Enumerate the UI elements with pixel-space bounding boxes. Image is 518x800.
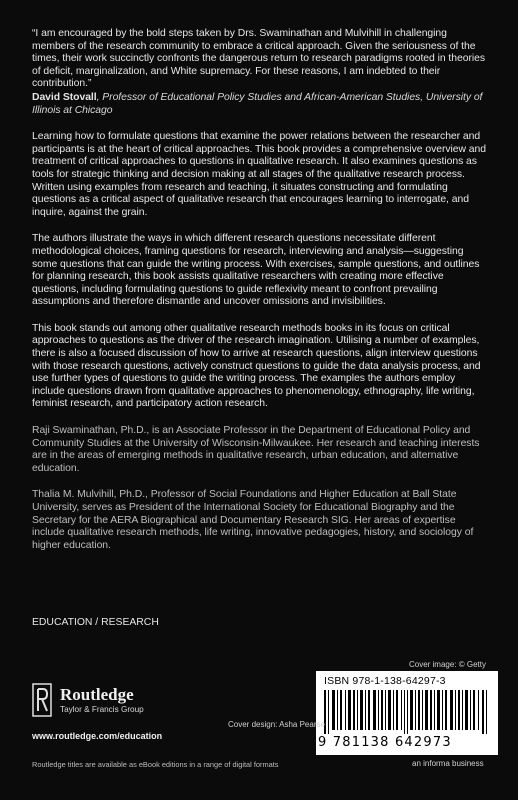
barcode-icon: [324, 690, 490, 734]
endorsement-quote: “I am encouraged by the bold steps taken by Drs. Swaminathan and Mulvihill in challenging members of the research community to embrace a critical approach. Given the seriousness of the times, their work succinctly confronts the dangerous return to research paradigms rooted in theories of deficit, marginalization, and White supremacy. For these reasons, I am indebted to their contribution.”: [32, 28, 485, 90]
isbn-label: ISBN 978-1-138-64297-3: [324, 675, 446, 687]
cover-image-credit: Cover image: © Getty: [408, 660, 486, 669]
barcode-panel: [316, 671, 498, 755]
publisher-group: Taylor & Francis Group: [60, 705, 144, 714]
informa-tagline: an informa business: [412, 759, 484, 768]
author-bio-2: Thalia M. Mulvihill, Ph.D., Professor of Social Foundations and Higher Education at Ball State University, serves as President of the International Society for Educational Biography and the Secretary for the AERA Biographical and Documentary Research SIG. Her areas of expertise include qualitative research methods, life writing, innovative pedagogies, history, and sociology of higher education.: [32, 489, 474, 551]
publisher-name: Routledge: [60, 685, 134, 704]
author-bio-1: Raji Swaminathan, Ph.D., is an Associate Professor in the Department of Educational Policy and Community Studies at the University of Wisconsin-Milwaukee. Her research and teaching interests are in the areas of emerging methods in qualitative research, urban education, and alternative education.: [32, 425, 480, 474]
barcode-digits: 9 781138 642973: [318, 735, 452, 750]
description-paragraph-2: The authors illustrate the ways in which different research questions necessitate different methodological choices, framing questions for research, interviewing and analysis—suggesting some questions that can guide the writing process. With exercises, sample questions, and outlines for planning research, this book assists qualitative researchers with creating more effective questions, including formulating questions to guide reflexivity meant to confront prevailing assumptions and therefore dismantle and uncover omissions and invisibilities.: [32, 233, 480, 308]
publisher-url[interactable]: www.routledge.com/education: [32, 731, 163, 741]
back-cover-text: [32, 28, 488, 552]
publisher-logo: [32, 683, 172, 723]
description-paragraph-3: This book stands out among other qualitative research methods books in its focus on critical approaches to questions as the driver of the research imagination. Utilising a number of examples, there is also a focused discussion of how to arrive at research questions, align interview questions with those research questions, actively construct questions to guide the data analysis process, and use further types of questions to guide the writing process. The examples the authors employ include questions drawn from qualitative approaches to phenomenology, ethnography, life writing, feminist research, and participatory action research.: [32, 322, 481, 410]
cover-design-credit: Cover design: Asha Pearse: [228, 720, 325, 729]
ebook-note: Routledge titles are available as eBook editions in a range of digital formats: [32, 760, 279, 769]
endorser: [32, 92, 488, 117]
endorser-name: David Stovall: [32, 91, 97, 103]
subject-category: EDUCATION / RESEARCH: [32, 617, 159, 628]
description-paragraph-1: Learning how to formulate questions that examine the power relations between the researcher and participants is at the heart of critical approaches. This book provides a comprehensive overview and treatment of critical approaches to questions in qualitative research. It also examines questions as tools for strategic thinking and decision making at all stages of the qualitative research process. Written using examples from research and teaching, it situates constructing and formulating questions as a critical aspect of qualitative research that encourages learning to interrogate, and inquire, against the grain.: [32, 131, 486, 218]
endorser-role: , Professor of Educational Policy Studies and African-American Studies, University of Illinois at Chicago: [32, 91, 483, 116]
routledge-logo-icon: [32, 683, 52, 717]
